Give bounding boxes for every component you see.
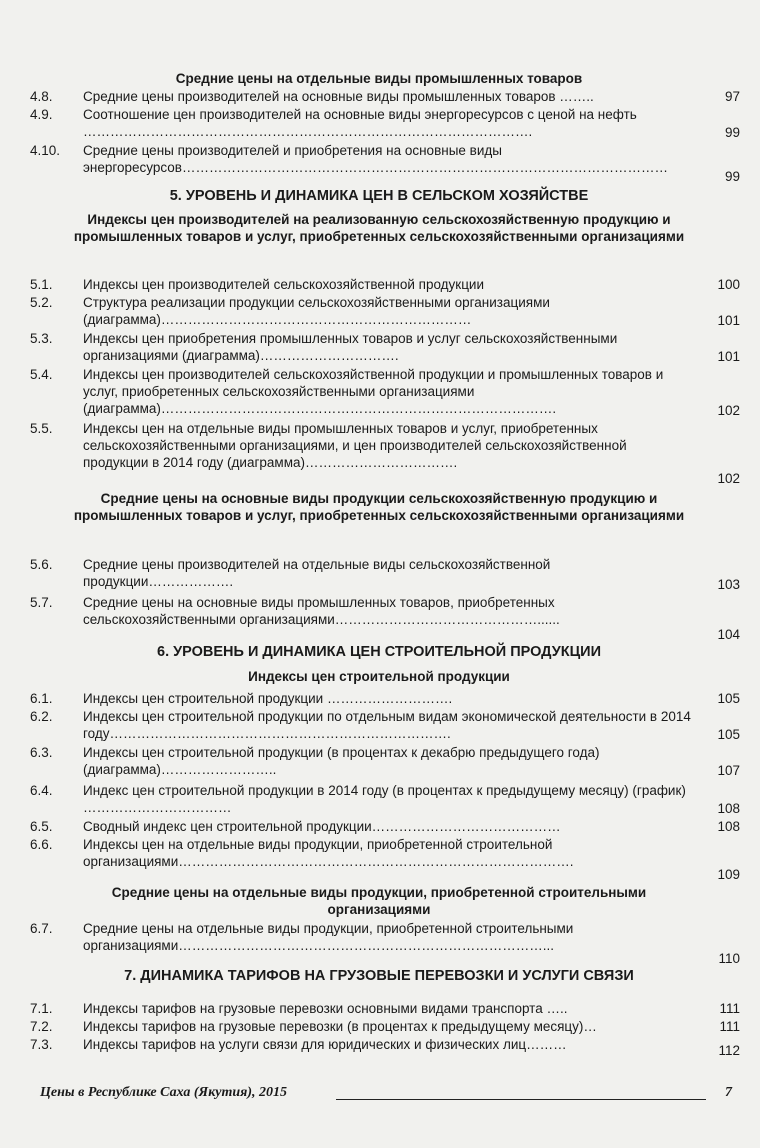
entry-title: Индексы цен строительной продукции ………………………. (83, 691, 453, 706)
entry-number: 7.1. (30, 1001, 53, 1016)
entry-number: 4.8. (30, 89, 53, 104)
entry-title: Индексы цен на отдельные виды продукции, приобретенной строительной организациями……………………………………………………………………………. (83, 837, 574, 869)
entry-page-number: 111 (719, 1001, 740, 1016)
entry-page-number: 110 (718, 951, 740, 966)
chapter-heading: 5. УРОВЕНЬ И ДИНАМИКА ЦЕН В СЕЛЬСКОМ ХОЗЯЙСТВЕ (169, 188, 589, 204)
entry-title: Соотношение цен производителей на основные виды энергоресурсов с ценой на нефть ………………………………………………………………………………………. (83, 107, 637, 139)
entry-title: Индекс цен строительной продукции в 2014 году (в процентах к предыдущему месяцу) (график) …………………………… (83, 783, 686, 815)
footer-title: Цены в Республике Саха (Якутия), 2015 (40, 1085, 288, 1100)
entry-number: 6.1. (30, 691, 53, 706)
entry-title: Средние цены на отдельные виды продукции, приобретенной строительными организациями………………………………………………………………………... (83, 921, 574, 953)
footer-rule (336, 1099, 706, 1100)
section-heading: Индексы цен производителей на реализованную сельскохозяйственную продукцию и промышленных товаров и услуг, приобретенных сельскохозяйственными организациями (73, 212, 685, 244)
entry-page-number: 101 (717, 349, 740, 364)
entry-page-number: 97 (724, 89, 740, 104)
entry-number: 6.4. (30, 783, 53, 798)
page-footer (40, 1085, 732, 1105)
entry-page-number: 107 (717, 763, 740, 778)
section-heading: Средние цены на основные виды продукции сельскохозяйственную продукцию и промышленных товаров и услуг, приобретенных сельскохозяйственными организациями (73, 491, 685, 523)
entry-page-number: 101 (717, 313, 740, 328)
entry-number: 5.4. (30, 367, 53, 382)
entry-page-number: 108 (717, 801, 740, 816)
entry-title: Индексы цен приобретения промышленных товаров и услуг сельскохозяйственными организациями (диаграмма)…………………………. (83, 331, 618, 363)
entry-page-number: 111 (719, 1019, 740, 1034)
entry-number: 5.5. (30, 421, 53, 436)
chapter-heading: 6. УРОВЕНЬ И ДИНАМИКА ЦЕН СТРОИТЕЛЬНОЙ ПРОДУКЦИИ (157, 644, 601, 660)
entry-number: 5.6. (30, 557, 53, 572)
entry-page-number: 105 (717, 727, 740, 742)
entry-title: Индексы цен строительной продукции (в процентах к декабрю предыдущего года) (диаграмма)…………………….. (83, 745, 600, 777)
entry-number: 6.3. (30, 745, 53, 760)
entry-title: Средние цены на основные виды промышленных товаров, приобретенных сельскохозяйственными организациями………………………………………...... (83, 595, 560, 627)
entry-number: 6.5. (30, 819, 53, 834)
entry-title: Индексы тарифов на грузовые перевозки (в процентах к предыдущему месяцу)… (83, 1019, 597, 1034)
entry-title: Структура реализации продукции сельскохозяйственными организациями (диаграмма)…………………………………………………………… (83, 295, 550, 327)
entry-number: 5.1. (30, 277, 53, 292)
entry-title: Средние цены производителей и приобретения на основные виды энергоресурсов……………………………………………………………………………………………… (83, 143, 668, 175)
entry-page-number: 108 (717, 819, 740, 834)
entry-number: 6.7. (30, 921, 53, 936)
entry-title: Индексы тарифов на грузовые перевозки основными видами транспорта ….. (83, 1001, 568, 1016)
entry-page-number: 102 (717, 471, 740, 486)
section-heading: Средние цены на отдельные виды промышленных товаров (175, 71, 583, 86)
entry-title: Средние цены производителей на основные виды промышленных товаров …….. (83, 89, 594, 104)
entry-number: 5.7. (30, 595, 53, 610)
entry-title: Индексы тарифов на услуги связи для юридических и физических лиц……… (83, 1037, 567, 1052)
entry-page-number: 104 (717, 627, 740, 642)
entry-page-number: 105 (717, 691, 740, 706)
entry-page-number: 99 (724, 125, 740, 140)
entry-page-number: 100 (717, 277, 740, 292)
entry-number: 4.10. (30, 143, 61, 158)
entry-page-number: 109 (717, 867, 740, 882)
footer-page-number: 7 (725, 1085, 732, 1100)
entry-number: 7.2. (30, 1019, 53, 1034)
entry-number: 7.3. (30, 1037, 53, 1052)
entry-number: 4.9. (30, 107, 53, 122)
chapter-heading: 7. ДИНАМИКА ТАРИФОВ НА ГРУЗОВЫЕ ПЕРЕВОЗКИ И УСЛУГИ СВЯЗИ (124, 968, 634, 984)
entry-number: 5.3. (30, 331, 53, 346)
section-heading: Средние цены на отдельные виды продукции, приобретенной строительными организациями (111, 885, 647, 917)
entry-title: Индексы цен на отдельные виды промышленных товаров и услуг, приобретенных сельскохозяйственными организациями, и цен производителей сельскохозяйственной продукции в 2014 году (диаграмма)……………………………. (83, 421, 627, 470)
entry-title: Сводный индекс цен строительной продукции…………………………………… (83, 819, 561, 834)
entry-number: 6.6. (30, 837, 53, 852)
entry-page-number: 103 (717, 577, 740, 592)
entry-title: Индексы цен производителей сельскохозяйственной продукции и промышленных товаров и услуг, приобретенных сельскохозяйственными организациями (диаграмма)……………………………………………………………………………. (83, 367, 664, 416)
entry-number: 5.2. (30, 295, 53, 310)
entry-number: 6.2. (30, 709, 53, 724)
entry-page-number: 99 (724, 169, 740, 184)
section-heading: Индексы цен строительной продукции (248, 669, 510, 684)
entry-page-number: 102 (717, 403, 740, 418)
entry-title: Индексы цен строительной продукции по отдельным видам экономической деятельности в 2014 году…………………………………………………………………. (83, 709, 691, 741)
entry-title: Средние цены производителей на отдельные виды сельскохозяйственной продукции………………. (83, 557, 551, 589)
entry-page-number: 112 (718, 1043, 740, 1058)
entry-title: Индексы цен производителей сельскохозяйственной продукции (83, 277, 485, 292)
